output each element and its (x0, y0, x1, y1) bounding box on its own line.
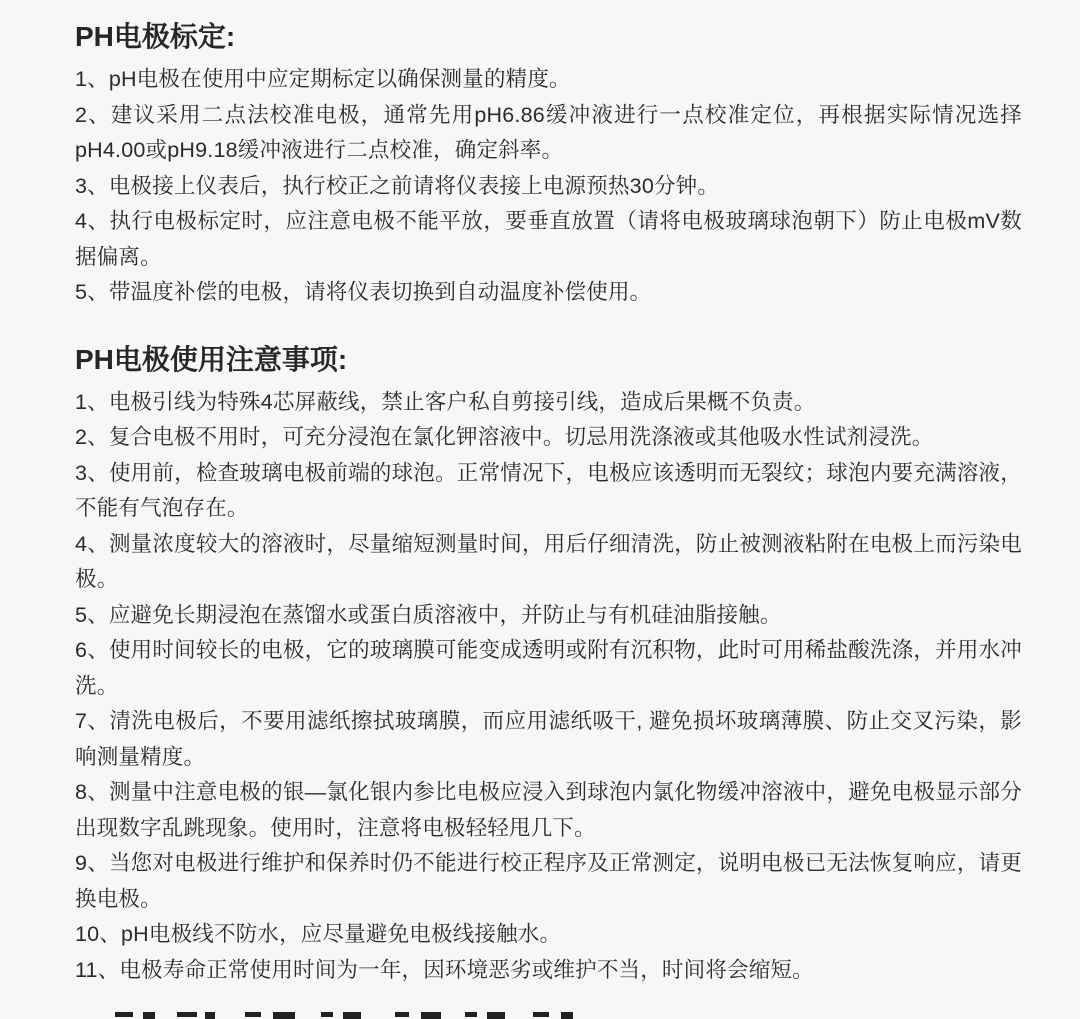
precaution-item-3: 3、使用前，检查玻璃电极前端的球泡。正常情况下，电极应该透明而无裂纹；球泡内要充满溶液，不能有气泡存在。 (75, 460, 1022, 520)
precaution-item-6: 6、使用时间较长的电极，它的玻璃膜可能变成透明或附有沉积物，此时可用稀盐酸洗涤，并用水冲洗。 (75, 638, 1022, 698)
calibration-item-3: 3、电极接上仪表后，执行校正之前请将仪表接上电源预热30分钟。 (75, 173, 720, 198)
precaution-item-2: 2、复合电极不用时，可充分浸泡在氯化钾溶液中。切忌用洗涤液或其他吸水性试剂浸洗。 (75, 425, 934, 449)
precaution-item-9: 9、当您对电极进行维护和保养时仍不能进行校正程序及正常测定，说明电极已无法恢复响应，请更换电极。 (75, 851, 1022, 911)
section-precautions-items (75, 385, 1022, 989)
precaution-item-4: 4、测量浓度较大的溶液时，尽量缩短测量时间，用后仔细清洗，防止被测液粘附在电极上而污染电极。 (75, 531, 1022, 591)
precaution-item-1: 1、电极引线为特殊4芯屏蔽线，禁止客户私自剪接引线，造成后果概不负责。 (75, 389, 816, 414)
precaution-item-5: 5、应避免长期浸泡在蒸馏水或蛋白质溶液中，并防止与有机硅油脂接触。 (75, 602, 782, 627)
precaution-item-8: 8、测量中注意电极的银—氯化银内参比电极应浸入到球泡内氯化物缓冲溶液中，避免电极显示部分出现数字乱跳现象。使用时，注意将电极轻轻甩几下。 (75, 780, 1022, 840)
precaution-item-10: 10、pH电极线不防水，应尽量避免电极线接触水。 (75, 922, 562, 946)
section-precautions-title: PH电极使用注意事项: (75, 343, 348, 375)
precaution-item-7: 7、清洗电极后，不要用滤纸擦拭玻璃膜，而应用滤纸吸干, 避免损坏玻璃薄膜、防止交叉污染，影响测量精度。 (75, 709, 1022, 769)
section-calibration (75, 16, 1022, 311)
precaution-item-11: 11、电极寿命正常使用时间为一年，因环境恶劣或维护不当，时间将会缩短。 (75, 957, 814, 982)
section-calibration-items (75, 62, 1022, 311)
calibration-item-5: 5、带温度补偿的电极，请将仪表切换到自动温度补偿使用。 (75, 280, 652, 304)
section-precautions (75, 339, 1022, 989)
calibration-item-1: 1、pH电极在使用中应定期标定以确保测量的精度。 (75, 67, 571, 91)
calibration-item-4: 4、执行电极标定时，应注意电极不能平放，要垂直放置（请将电极玻璃球泡朝下）防止电极mV数据偏离。 (75, 209, 1022, 269)
calibration-item-2: 2、建议采用二点法校准电极，通常先用pH6.86缓冲液进行一点校准定位，再根据实际情况选择pH4.00或pH9.18缓冲液进行二点校准，确定斜率。 (75, 102, 1022, 162)
cutoff-text-fragments (115, 1012, 573, 1019)
section-calibration-title: PH电极标定: (75, 21, 236, 52)
